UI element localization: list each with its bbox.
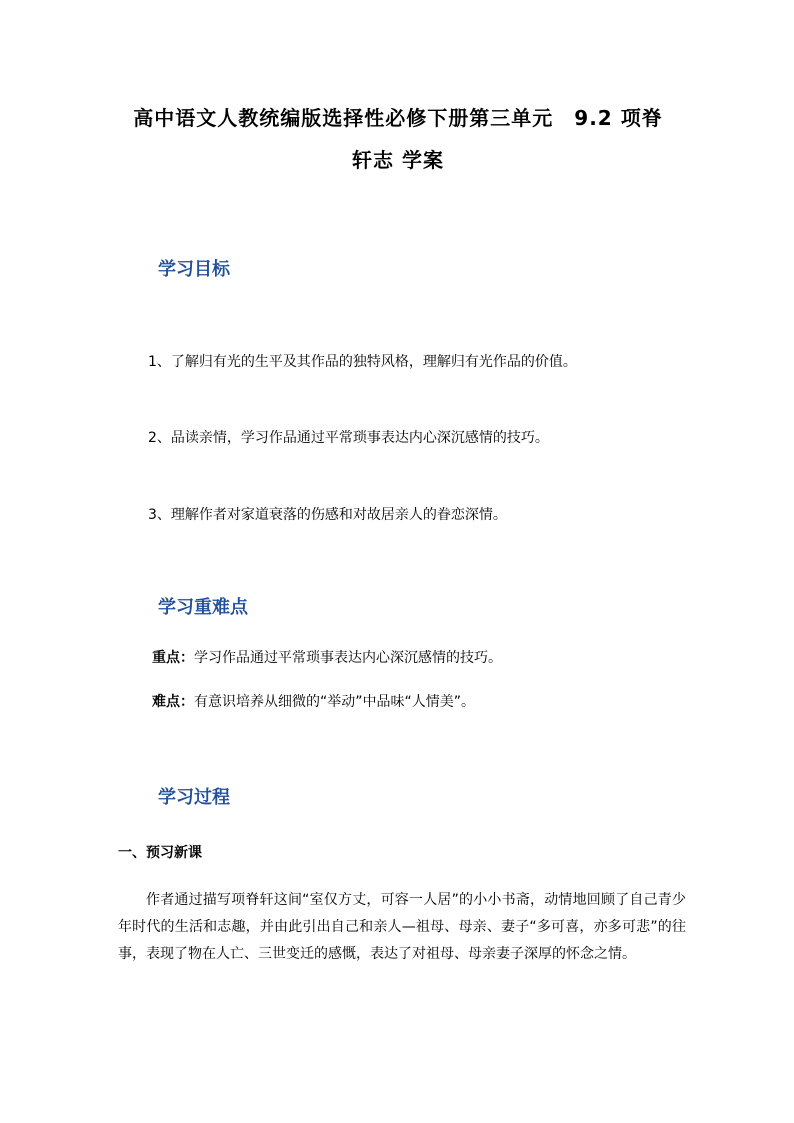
key-point-label: 重点： [152,650,194,666]
heading-key-difficult-points: 学习重难点 [158,597,248,618]
heading-learning-process: 学习过程 [158,787,230,808]
key-point-text: 学习作品通过平常琐事表达内心深沉感情的技巧。 [194,650,502,666]
heading-learning-objectives: 学习目标 [158,259,230,280]
difficulty-line [152,694,475,710]
key-point-line [152,650,502,666]
difficulty-label: 难点： [152,694,194,710]
objective-item-3: 3、理解作者对家道衰落的伤感和对故居亲人的眷恋深情。 [148,507,507,523]
objective-item-1: 1、了解归有光的生平及其作品的独特风格，理解归有光作品的价值。 [148,354,577,370]
subheading-preview: 一、预习新课 [118,845,202,861]
objective-item-2: 2、品读亲情，学习作品通过平常琐事表达内心深沉感情的技巧。 [148,430,549,446]
document-title-line-1: 高中语文人教统编版选择性必修下册第三单元 9.2 项脊 [133,106,663,130]
preview-paragraph: 作者通过描写项脊轩这间“室仅方丈，可容一人居”的小小书斋，动情地回顾了自己青少年时代的生活和志趣，并由此引出自己和亲人—祖母、母亲、妻子“多可喜，亦多可悲”的往事，表现了物在人亡、三世变迁的感慨，表达了对祖母、母亲妻子深厚的怀念之情。 [118,892,686,962]
difficulty-text: 有意识培养从细微的“举动”中品味“人情美”。 [194,694,476,710]
document-title-line-2: 轩志 学案 [352,148,444,172]
